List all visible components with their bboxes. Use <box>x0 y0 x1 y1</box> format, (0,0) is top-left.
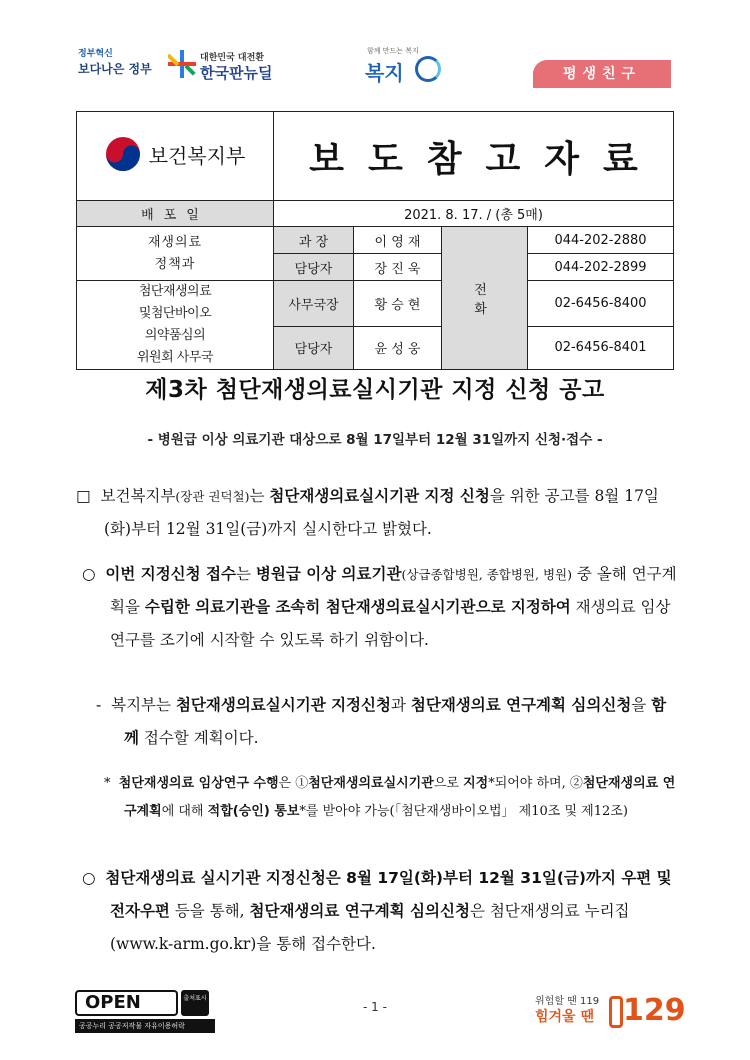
dept-regenerative-policy <box>77 227 274 281</box>
square-bullet: □ <box>76 487 91 505</box>
dash-bullet: - <box>96 696 102 714</box>
dept-advanced-bio-committee <box>77 281 274 370</box>
circle-bullet: ○ <box>82 869 96 887</box>
contact-phone: 044-202-2880 <box>528 227 674 254</box>
paragraph-5: ○ 첨단재생의료 실시기관 지정신청은 8월 17일(화)부터 12월 31일(금)까지 우편 및 전자우편 등을 통해, 첨단재생의료 연구계획 심의신청은 첨단재생의료 누리집(www.k-arm.go.kr)을 통해 접수한다. <box>82 869 672 953</box>
contact-role: 담당자 <box>274 326 354 369</box>
contact-role: 담당자 <box>274 254 354 281</box>
asterisk-bullet: * <box>104 776 111 791</box>
open-license-caption: 공공누리 공공저작물 자유이용허락 <box>75 1019 215 1033</box>
hotline-129-logo: 위험할 땐 119 힘겨울 땐 129 <box>535 993 686 1028</box>
paragraph-2: ○ 이번 지정신청 접수는 병원급 이상 의료기관(상급종합병원, 종합병원, 병원) 중 올해 연구계획을 수립한 의료기관을 조속히 첨단재생의료실시기관으로 지정하여 재생의료 임상연구를 조기에 시작할 수 있도록 하기 위함이다. <box>82 565 677 649</box>
contact-role: 과 장 <box>274 227 354 254</box>
subheadline: - 병원급 이상 의료기관 대상으로 8월 17일부터 12월 31일까지 신청·접수 - <box>147 432 603 448</box>
korean-new-deal-logo: 대한민국 대전환 한국판뉴딜 <box>168 46 298 86</box>
document-type-title: 보도참고자료 <box>274 112 674 201</box>
gov-innovation-logo: 정부혁신 보다나은 정부 <box>78 49 152 76</box>
phone-icon <box>609 996 623 1028</box>
top-logo-bar <box>0 38 750 90</box>
release-date-value: 2021. 8. 17. / (총 5매) <box>274 201 674 227</box>
phone-label: 전화 <box>442 227 528 370</box>
taegeuk-icon <box>105 136 141 172</box>
open-text: OPEN <box>75 990 178 1016</box>
paragraph-1: □ 보건복지부(장관 권덕철)는 첨단재생의료실시기관 지정 신청을 위한 공고를 8월 17일(화)부터 12월 31일(금)까지 실시한다고 밝혔다. <box>76 487 659 538</box>
contact-role: 사무국장 <box>274 281 354 327</box>
contact-phone: 02-6456-8401 <box>528 326 674 369</box>
lifetime-friend-banner: 평생친구 <box>533 60 671 88</box>
ministry-logo-cell <box>77 112 274 201</box>
page-number: - 1 - <box>363 1000 387 1014</box>
circle-bullet: ○ <box>82 565 96 583</box>
dept2-label: 첨단재생의료 및첨단바이오 의약품심의 위원회 사무국 <box>137 284 213 365</box>
dept1-label: 재생의료 정책과 <box>147 234 203 272</box>
bokji-ring-icon <box>415 56 441 82</box>
headline: 제3차 첨단재생의료실시기관 지정 신청 공고 <box>145 377 605 403</box>
contact-name: 이 영 재 <box>354 227 442 254</box>
attribution-badge-icon: 출처표시 <box>181 990 209 1016</box>
new-deal-mark-icon <box>168 50 196 78</box>
paragraph-4-note: * 첨단재생의료 임상연구 수행은 ①첨단재생의료실시기관으로 지정*되어야 하며, ②첨단재생의료 연구계획에 대해 적합(승인) 통보*를 받아야 가능(「첨단재생바이오법」 제10조 및 제12조) <box>104 776 676 819</box>
contact-name: 윤 성 웅 <box>354 326 442 369</box>
contact-name: 장 진 욱 <box>354 254 442 281</box>
press-header-table <box>76 111 674 370</box>
paragraph-3: - 복지부는 첨단재생의료실시기관 지정신청과 첨단재생의료 연구계획 심의신청을 함께 접수할 계획이다. <box>96 696 667 747</box>
ministry-name: 보건복지부 <box>148 143 246 168</box>
contact-name: 황 승 현 <box>354 281 442 327</box>
contact-phone: 044-202-2899 <box>528 254 674 281</box>
bokji-logo: 함께 만드는 복지 복지 <box>365 44 455 84</box>
release-date-label: 배포일 <box>77 201 274 227</box>
contact-phone: 02-6456-8400 <box>528 281 674 327</box>
